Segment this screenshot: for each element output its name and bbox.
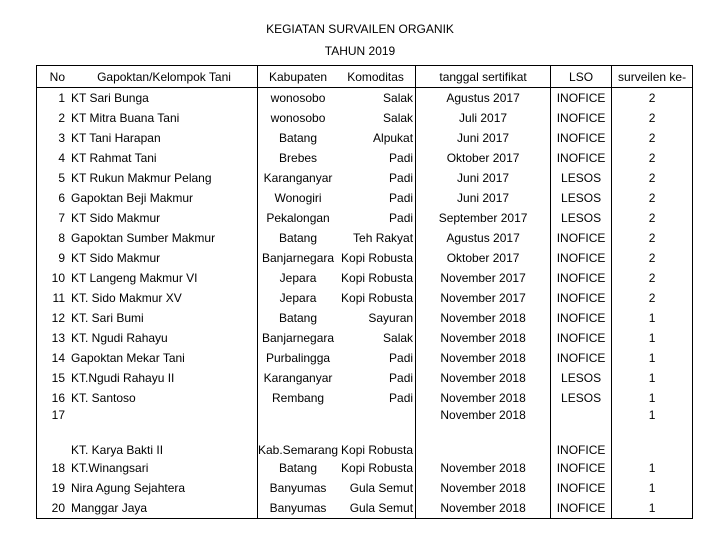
- cell-surveilen: 2: [612, 228, 693, 248]
- cell-name: KT.Ngudi Rahayu II: [68, 368, 258, 388]
- header-no: No: [37, 66, 69, 88]
- cell-surveilen: 2: [612, 168, 693, 188]
- table-row: [37, 458, 693, 478]
- cell-lso: INOFICE: [551, 288, 612, 308]
- cell-name: KT Sido Makmur: [68, 248, 258, 268]
- header-komoditas: Komoditas: [338, 66, 416, 88]
- cell-komoditas: Padi: [338, 168, 416, 188]
- cell-lso: INOFICE: [551, 498, 612, 519]
- cell-komoditas: Padi: [338, 388, 416, 408]
- cell-komoditas: Salak: [338, 328, 416, 348]
- cell-name: KT Sari Bunga: [68, 88, 258, 109]
- header-tanggal: tanggal sertifikat: [416, 66, 551, 88]
- table-row: [37, 208, 693, 228]
- cell-lso: INOFICE: [551, 478, 612, 498]
- cell-surveilen: 1: [612, 328, 693, 348]
- cell-lso: LESOS: [551, 368, 612, 388]
- cell-no: 9: [37, 248, 69, 268]
- cell-surveilen: 1: [612, 348, 693, 368]
- table-row: [37, 478, 693, 498]
- table-row: [37, 498, 693, 519]
- cell-name: Gapoktan Sumber Makmur: [68, 228, 258, 248]
- table-row: [37, 188, 693, 208]
- table-row: [37, 308, 693, 328]
- cell-surveilen: 2: [612, 288, 693, 308]
- cell-name: KT Rukun Makmur Pelang: [68, 168, 258, 188]
- cell-tanggal: Oktober 2017: [416, 148, 551, 168]
- cell-komoditas: Kopi Robusta: [338, 408, 416, 458]
- table-header-row: [37, 66, 693, 88]
- cell-no: 6: [37, 188, 69, 208]
- cell-surveilen: 2: [612, 248, 693, 268]
- cell-lso: LESOS: [551, 388, 612, 408]
- cell-no: 8: [37, 228, 69, 248]
- cell-lso: LESOS: [551, 168, 612, 188]
- cell-tanggal: Agustus 2017: [416, 88, 551, 109]
- header-name: Gapoktan/Kelompok Tani: [68, 66, 258, 88]
- cell-kabupaten: Wonogiri: [274, 191, 322, 205]
- cell-name: KT Sido Makmur: [68, 208, 258, 228]
- table-row: [37, 248, 693, 268]
- cell-kabupaten: Batang: [279, 461, 318, 475]
- table-row: [37, 128, 693, 148]
- cell-komoditas: Padi: [338, 188, 416, 208]
- cell-kabupaten: Batang: [279, 311, 318, 325]
- cell-no: 15: [37, 368, 69, 388]
- cell-lso: INOFICE: [551, 148, 612, 168]
- cell-komoditas: Kopi Robusta: [338, 248, 416, 268]
- cell-komoditas: Kopi Robusta: [338, 458, 416, 478]
- cell-lso: INOFICE: [551, 88, 612, 109]
- document-title: KEGIATAN SURVAILEN ORGANIK: [266, 22, 454, 36]
- cell-surveilen: 1: [612, 478, 693, 498]
- cell-name: KT.Winangsari: [68, 458, 258, 478]
- cell-lso: INOFICE: [551, 458, 612, 478]
- cell-surveilen: 1: [612, 498, 693, 519]
- cell-tanggal: Juni 2017: [416, 128, 551, 148]
- cell-komoditas: Teh Rakyat: [338, 228, 416, 248]
- table-row: [37, 328, 693, 348]
- cell-name: Nira Agung Sejahtera: [68, 478, 258, 498]
- cell-tanggal: November 2018: [416, 348, 551, 368]
- cell-kabupaten: Brebes: [279, 151, 318, 165]
- cell-no: 3: [37, 128, 69, 148]
- cell-komoditas: Gula Semut: [338, 498, 416, 519]
- cell-komoditas: Kopi Robusta: [338, 268, 416, 288]
- cell-lso: INOFICE: [551, 268, 612, 288]
- cell-lso: INOFICE: [551, 248, 612, 268]
- cell-tanggal: Agustus 2017: [416, 228, 551, 248]
- cell-lso: INOFICE: [551, 108, 612, 128]
- cell-kabupaten: Banyumas: [258, 498, 339, 519]
- table-row: [37, 288, 693, 308]
- header-surveilen: surveilen ke-: [612, 66, 693, 88]
- cell-name: KT. Santoso: [68, 388, 258, 408]
- cell-lso: INOFICE: [551, 328, 612, 348]
- cell-surveilen: 2: [612, 88, 693, 109]
- cell-lso: INOFICE: [551, 228, 612, 248]
- cell-surveilen: 2: [612, 188, 693, 208]
- table-row: [37, 168, 693, 188]
- table-row: [37, 228, 693, 248]
- header-kabupaten: Kabupaten: [258, 66, 339, 88]
- cell-tanggal: November 2018: [416, 308, 551, 328]
- cell-kabupaten: Karanganyar: [263, 371, 333, 385]
- cell-name: KT Langeng Makmur VI: [68, 268, 258, 288]
- cell-kabupaten: Banyumas: [269, 481, 327, 495]
- cell-surveilen: 1: [612, 308, 693, 328]
- cell-kabupaten: Kab.Semarang: [258, 443, 339, 457]
- cell-lso: INOFICE: [551, 348, 612, 368]
- cell-lso: INOFICE: [551, 408, 612, 458]
- cell-no: 13: [37, 328, 69, 348]
- cell-kabupaten: Batang: [279, 231, 318, 245]
- cell-komoditas: Alpukat: [338, 128, 416, 148]
- cell-tanggal: November 2018: [416, 498, 551, 519]
- table-row: [37, 408, 693, 458]
- cell-surveilen: 2: [612, 148, 693, 168]
- table-row: [37, 108, 693, 128]
- cell-tanggal: November 2018: [416, 368, 551, 388]
- cell-lso: LESOS: [551, 208, 612, 228]
- cell-surveilen: 2: [612, 108, 693, 128]
- cell-surveilen: 1: [612, 408, 693, 458]
- cell-name: KT Mitra Buana Tani: [68, 108, 258, 128]
- cell-name: KT. Karya Bakti II: [68, 408, 258, 458]
- table-row: [37, 268, 693, 288]
- cell-komoditas: Salak: [338, 108, 416, 128]
- table-row: [37, 348, 693, 368]
- cell-no: 11: [37, 288, 69, 308]
- cell-name: KT. Ngudi Rahayu: [68, 328, 258, 348]
- cell-tanggal: November 2018: [416, 408, 551, 458]
- cell-lso: LESOS: [551, 188, 612, 208]
- cell-tanggal: Juni 2017: [416, 188, 551, 208]
- cell-lso: INOFICE: [551, 308, 612, 328]
- cell-komoditas: Padi: [338, 348, 416, 368]
- cell-no: 17: [37, 408, 69, 458]
- cell-kabupaten: Pekalongan: [266, 211, 330, 225]
- cell-komoditas: Salak: [338, 88, 416, 109]
- cell-name: KT. Sari Bumi: [68, 308, 258, 328]
- cell-name: Manggar Jaya: [68, 498, 258, 519]
- cell-tanggal: November 2018: [416, 388, 551, 408]
- cell-no: 10: [37, 268, 69, 288]
- table-row: [37, 148, 693, 168]
- cell-no: 2: [37, 108, 69, 128]
- cell-komoditas: Sayuran: [338, 308, 416, 328]
- cell-kabupaten: Purbalingga: [266, 351, 331, 365]
- cell-kabupaten: Banjarnegara: [262, 251, 335, 265]
- cell-no: 20: [37, 498, 69, 519]
- table-row: [37, 88, 693, 109]
- cell-kabupaten: wonosobo: [270, 111, 326, 125]
- cell-surveilen: 2: [612, 268, 693, 288]
- cell-kabupaten: Rembang: [272, 391, 325, 405]
- cell-name: KT. Sido Makmur XV: [68, 288, 258, 308]
- cell-surveilen: 2: [612, 208, 693, 228]
- cell-no: 5: [37, 168, 69, 188]
- cell-no: 7: [37, 208, 69, 228]
- cell-no: 4: [37, 148, 69, 168]
- cell-no: 14: [37, 348, 69, 368]
- cell-name: KT Rahmat Tani: [68, 148, 258, 168]
- cell-komoditas: Padi: [338, 208, 416, 228]
- table-row: [37, 388, 693, 408]
- survailen-table: [36, 65, 693, 519]
- cell-no: 1: [37, 88, 69, 109]
- cell-tanggal: November 2018: [416, 478, 551, 498]
- cell-tanggal: November 2017: [416, 288, 551, 308]
- cell-tanggal: Oktober 2017: [416, 248, 551, 268]
- cell-kabupaten: Karanganyar: [263, 171, 333, 185]
- cell-komoditas: Kopi Robusta: [338, 288, 416, 308]
- cell-komoditas: Padi: [338, 368, 416, 388]
- cell-no: 18: [37, 458, 69, 478]
- cell-surveilen: 1: [612, 388, 693, 408]
- cell-tanggal: Juni 2017: [416, 168, 551, 188]
- cell-komoditas: Gula Semut: [338, 478, 416, 498]
- table-row: [37, 368, 693, 388]
- cell-kabupaten: Batang: [279, 131, 318, 145]
- cell-no: 16: [37, 388, 69, 408]
- cell-name: KT Tani Harapan: [68, 128, 258, 148]
- cell-surveilen: 1: [612, 368, 693, 388]
- cell-tanggal: November 2018: [416, 328, 551, 348]
- cell-tanggal: Juli 2017: [416, 108, 551, 128]
- cell-surveilen: 2: [612, 128, 693, 148]
- cell-no: 19: [37, 478, 69, 498]
- cell-kabupaten: Banjarnegara: [262, 331, 335, 345]
- cell-name: Gapoktan Mekar Tani: [68, 348, 258, 368]
- cell-komoditas: Padi: [338, 148, 416, 168]
- cell-no: 12: [37, 308, 69, 328]
- cell-tanggal: September 2017: [416, 208, 551, 228]
- cell-tanggal: November 2017: [416, 268, 551, 288]
- cell-surveilen: 1: [612, 458, 693, 478]
- cell-name: Gapoktan Beji Makmur: [68, 188, 258, 208]
- document-subtitle: TAHUN 2019: [324, 44, 396, 58]
- cell-lso: INOFICE: [551, 128, 612, 148]
- cell-tanggal: November 2018: [416, 458, 551, 478]
- cell-kabupaten: Jepara: [279, 271, 317, 285]
- cell-kabupaten: wonosobo: [270, 91, 326, 105]
- header-lso: LSO: [551, 66, 612, 88]
- cell-kabupaten: Jepara: [279, 291, 317, 305]
